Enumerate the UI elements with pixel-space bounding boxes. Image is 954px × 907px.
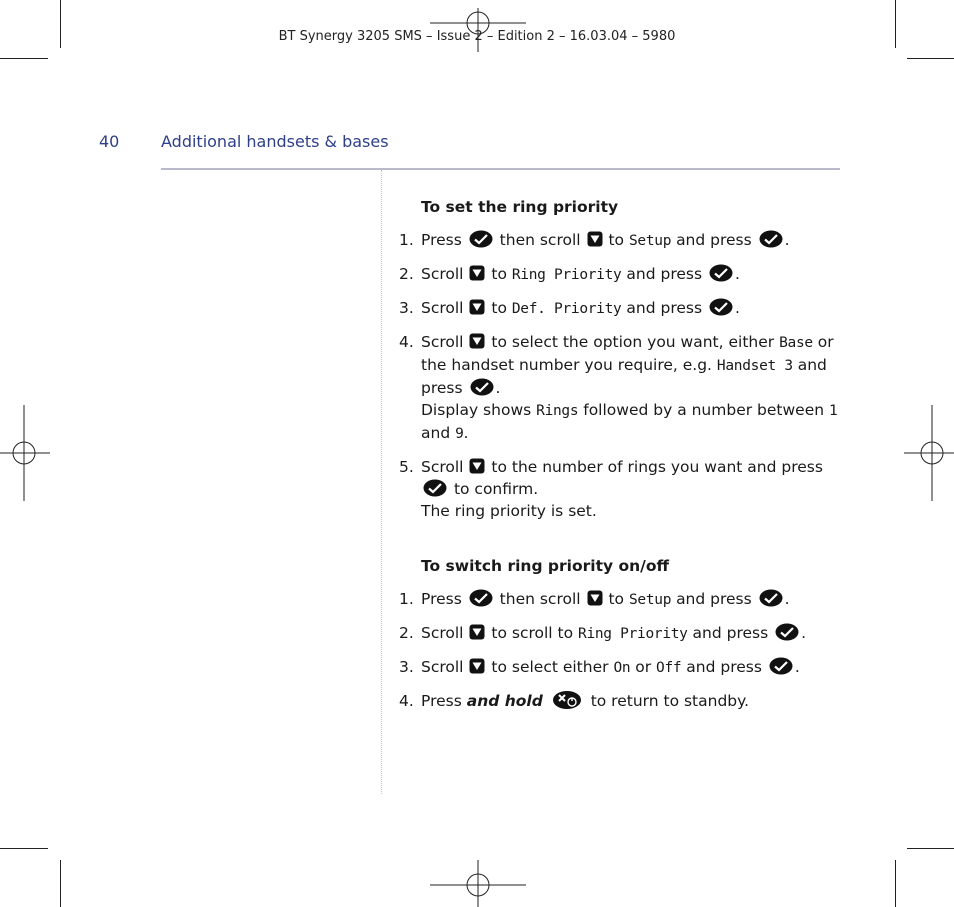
ok-checkmark-icon xyxy=(759,230,783,248)
scroll-down-icon xyxy=(587,231,603,247)
heading-set-priority: To set the ring priority xyxy=(421,198,619,216)
list-item: 2. Scroll to Ring Priority and press . xyxy=(399,265,740,283)
list-item: 4. Press and hold to return to standby. xyxy=(399,692,750,710)
display-text: Ring Priority xyxy=(578,626,688,642)
ok-checkmark-icon xyxy=(769,657,793,675)
ok-checkmark-icon xyxy=(759,589,783,607)
ok-checkmark-icon xyxy=(469,230,493,248)
end-call-icon xyxy=(552,690,582,710)
ok-checkmark-icon xyxy=(709,264,733,282)
scroll-down-icon xyxy=(587,590,603,606)
list-item: 1. Press then scroll to Setup and press . xyxy=(399,590,790,608)
page-number: 40 xyxy=(99,132,120,151)
ok-checkmark-icon xyxy=(470,378,494,396)
ok-checkmark-icon xyxy=(709,298,733,316)
list-item: 2. Scroll to scroll to Ring Priority and press . xyxy=(399,624,807,642)
display-text: Def. Priority xyxy=(511,301,622,317)
scroll-down-icon xyxy=(469,458,485,474)
scroll-down-icon xyxy=(469,333,485,349)
display-text: Base xyxy=(779,335,813,351)
steps-switch-priority xyxy=(399,588,844,712)
display-text: On xyxy=(613,660,631,676)
ok-checkmark-icon xyxy=(775,623,799,641)
column-divider xyxy=(381,170,382,794)
instructions xyxy=(399,196,844,723)
list-item: 4. Scroll to select the option you want, either Base or the handset number you require, e.g. Handset 3 and press . Display shows Rings followed by a number between 1 and 9. xyxy=(399,333,838,442)
display-text: Setup xyxy=(628,233,672,249)
scroll-down-icon xyxy=(469,299,485,315)
display-text: Rings xyxy=(536,403,579,419)
scroll-down-icon xyxy=(469,265,485,281)
registration-mark-left xyxy=(0,405,50,501)
list-item: 5. Scroll to the number of rings you want and press to confirm. The ring priority is set. xyxy=(399,458,823,520)
scroll-down-icon xyxy=(469,658,485,674)
display-text: Off xyxy=(656,660,682,676)
registration-mark-right xyxy=(904,405,954,501)
display-text: Setup xyxy=(628,592,672,608)
list-item: 3. Scroll to select either On or Off and press . xyxy=(399,658,800,676)
registration-mark-bottom xyxy=(430,860,526,907)
scroll-down-icon xyxy=(469,624,485,640)
header-rule xyxy=(161,168,840,170)
heading-switch-priority: To switch ring priority on/off xyxy=(421,557,670,575)
display-text: Ring Priority xyxy=(511,267,622,283)
list-item: 3. Scroll to Def. Priority and press . xyxy=(399,299,740,317)
list-item: 1. Press then scroll to Setup and press . xyxy=(399,231,790,249)
print-header: BT Synergy 3205 SMS – Issue 2 – Edition 2 – 16.03.04 – 5980 xyxy=(278,29,676,44)
steps-set-priority xyxy=(399,229,844,522)
display-text: 9 xyxy=(455,426,464,442)
section-title: Additional handsets & bases xyxy=(161,132,389,151)
ok-checkmark-icon xyxy=(423,479,447,497)
ok-checkmark-icon xyxy=(469,589,493,607)
display-text: 1 xyxy=(829,403,838,419)
display-text: Handset 3 xyxy=(716,358,793,374)
